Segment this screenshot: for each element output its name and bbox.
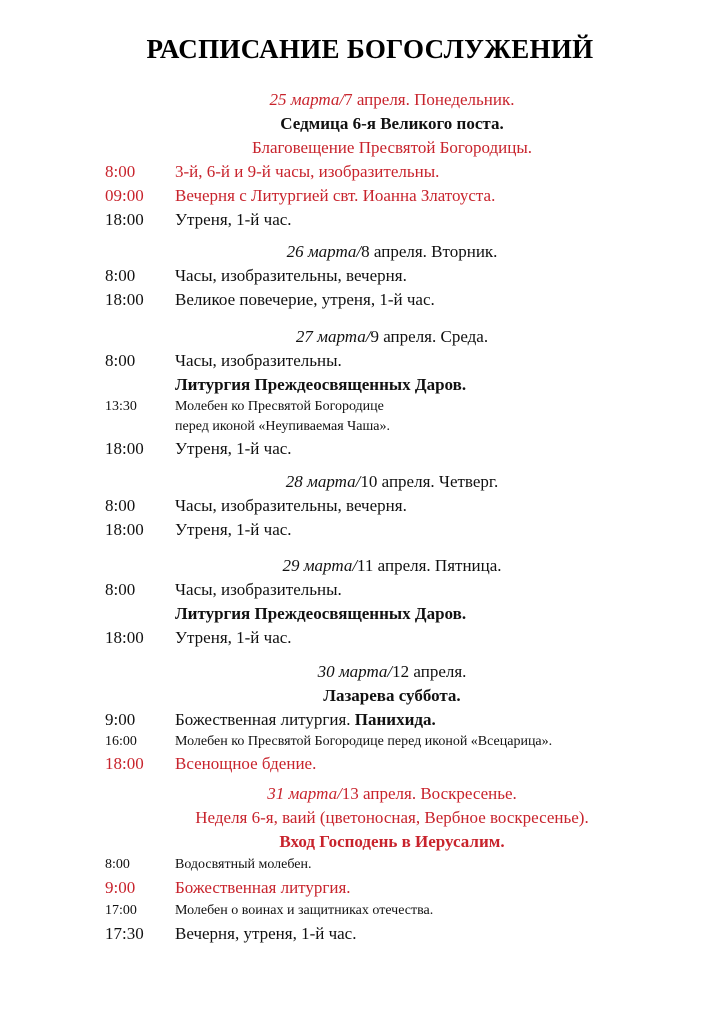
- service-text: Молебен ко Пресвятой Богородице перед иконой «Всецарица».: [175, 734, 553, 749]
- service-text: Утреня, 1-й час.: [175, 439, 292, 458]
- service-text: 3-й, 6-й и 9-й часы, изобразительны.: [175, 162, 440, 181]
- service-time: 17:00: [105, 903, 137, 918]
- service-row: [0, 518, 724, 542]
- service-time: 17:30: [105, 924, 144, 943]
- date-old-style: 27 марта/: [295, 327, 371, 346]
- service-text: Утреня, 1-й час.: [175, 210, 292, 229]
- date-old-style: 29 марта/: [282, 556, 358, 575]
- service-text: Литургия Преждеосвященных Даров.: [175, 375, 467, 394]
- service-time: 8:00: [105, 496, 136, 515]
- service-text: Вечерня с Литургией свт. Иоанна Златоуста.: [175, 186, 496, 205]
- service-row: [0, 437, 724, 461]
- service-text: Часы, изобразительны.: [175, 580, 342, 599]
- day-section-1: [0, 88, 724, 232]
- service-row: [0, 160, 724, 184]
- service-text: Божественная литургия.: [175, 878, 351, 897]
- service-time: 8:00: [105, 266, 136, 285]
- service-time: 13:30: [105, 399, 137, 414]
- service-row: [0, 373, 724, 397]
- service-time: 9:00: [105, 878, 136, 897]
- service-row: [0, 854, 724, 876]
- date-old-style: 25 марта/: [269, 90, 345, 109]
- service-row: [0, 708, 724, 732]
- service-row: [0, 602, 724, 626]
- service-text: Часы, изобразительны, вечерня.: [175, 496, 407, 515]
- service-time: 18:00: [105, 290, 144, 309]
- service-text: Утреня, 1-й час.: [175, 628, 292, 647]
- service-time: 18:00: [105, 520, 144, 539]
- service-row: [0, 876, 724, 900]
- service-text: Литургия Преждеосвященных Даров.: [175, 604, 467, 623]
- page-title: РАСПИСАНИЕ БОГОСЛУЖЕНИЙ: [146, 34, 594, 64]
- day-section-6: [0, 660, 724, 776]
- service-row: [0, 626, 724, 650]
- week-label: Лазарева суббота.: [323, 686, 461, 705]
- service-time: 8:00: [105, 857, 130, 872]
- service-text-main: Божественная литургия.: [175, 710, 351, 729]
- day-section-3: [0, 325, 724, 461]
- week-label: Седмица 6-я Великого поста.: [280, 114, 504, 133]
- service-text: [175, 708, 436, 732]
- day-section-7: [0, 782, 724, 946]
- day-date-header: [0, 88, 724, 112]
- date-old-style: 31 марта/: [267, 784, 342, 803]
- day-date-header: [0, 240, 724, 264]
- date-new-style: 11 апреля. Пятница.: [357, 556, 502, 575]
- day-date-header: [0, 660, 724, 684]
- service-text: Утреня, 1-й час.: [175, 520, 292, 539]
- week-label: Неделя 6-я, ваий (цветоносная, Вербное воскресенье).: [195, 808, 589, 827]
- day-date-header: [0, 554, 724, 578]
- service-text-extra: Панихида.: [354, 710, 436, 729]
- date-old-style: 28 марта/: [285, 472, 361, 491]
- service-text: Водосвятный молебен.: [175, 857, 312, 872]
- service-row: [0, 417, 724, 437]
- service-time: 8:00: [105, 351, 136, 370]
- feast-label: Вход Господень в Иерусалим.: [279, 832, 505, 851]
- day-section-4: [0, 470, 724, 542]
- service-row: [0, 922, 724, 946]
- service-time: 18:00: [105, 210, 144, 229]
- day-date-header: [0, 782, 724, 806]
- service-row: [0, 208, 724, 232]
- day-section-5: [0, 554, 724, 650]
- date-new-style: 8 апреля. Вторник.: [361, 242, 498, 261]
- service-text: Часы, изобразительны, вечерня.: [175, 266, 407, 285]
- service-time: 16:00: [105, 734, 137, 749]
- service-time: 18:00: [105, 439, 144, 458]
- service-row: [0, 349, 724, 373]
- service-row: [0, 732, 724, 752]
- service-row: [0, 494, 724, 518]
- service-time: 09:00: [105, 186, 144, 205]
- day-date-header: [0, 325, 724, 349]
- service-row: [0, 752, 724, 776]
- service-row: [0, 397, 724, 417]
- service-time: 18:00: [105, 628, 144, 647]
- day-section-2: [0, 240, 724, 312]
- service-row: [0, 184, 724, 208]
- service-time: 18:00: [105, 754, 144, 773]
- date-old-style: 26 марта/: [286, 242, 362, 261]
- service-time: 8:00: [105, 162, 136, 181]
- service-text: перед иконой «Неупиваемая Чаша».: [175, 419, 390, 434]
- service-text: Вечерня, утреня, 1-й час.: [175, 924, 357, 943]
- service-row: [0, 264, 724, 288]
- date-new-style: 12 апреля.: [392, 662, 467, 681]
- service-text: Всенощное бдение.: [175, 754, 317, 773]
- day-date-header: [0, 470, 724, 494]
- service-text: Часы, изобразительны.: [175, 351, 342, 370]
- date-new-style: 10 апреля. Четверг.: [360, 472, 499, 491]
- service-row: [0, 288, 724, 312]
- service-text: Великое повечерие, утреня, 1-й час.: [175, 290, 435, 309]
- date-new-style: 13 апреля. Воскресенье.: [341, 784, 517, 803]
- date-old-style: 30 марта/: [317, 662, 393, 681]
- feast-label: Благовещение Пресвятой Богородицы.: [251, 138, 533, 157]
- date-new-style: 9 апреля. Среда.: [370, 327, 489, 346]
- date-new-style: 7 апреля. Понедельник.: [344, 90, 515, 109]
- service-time: 8:00: [105, 580, 136, 599]
- service-text: Молебен о воинах и защитниках отечества.: [175, 903, 434, 918]
- service-text: Молебен ко Пресвятой Богородице: [175, 399, 384, 414]
- service-row: [0, 900, 724, 922]
- service-time: 9:00: [105, 710, 136, 729]
- service-row: [0, 578, 724, 602]
